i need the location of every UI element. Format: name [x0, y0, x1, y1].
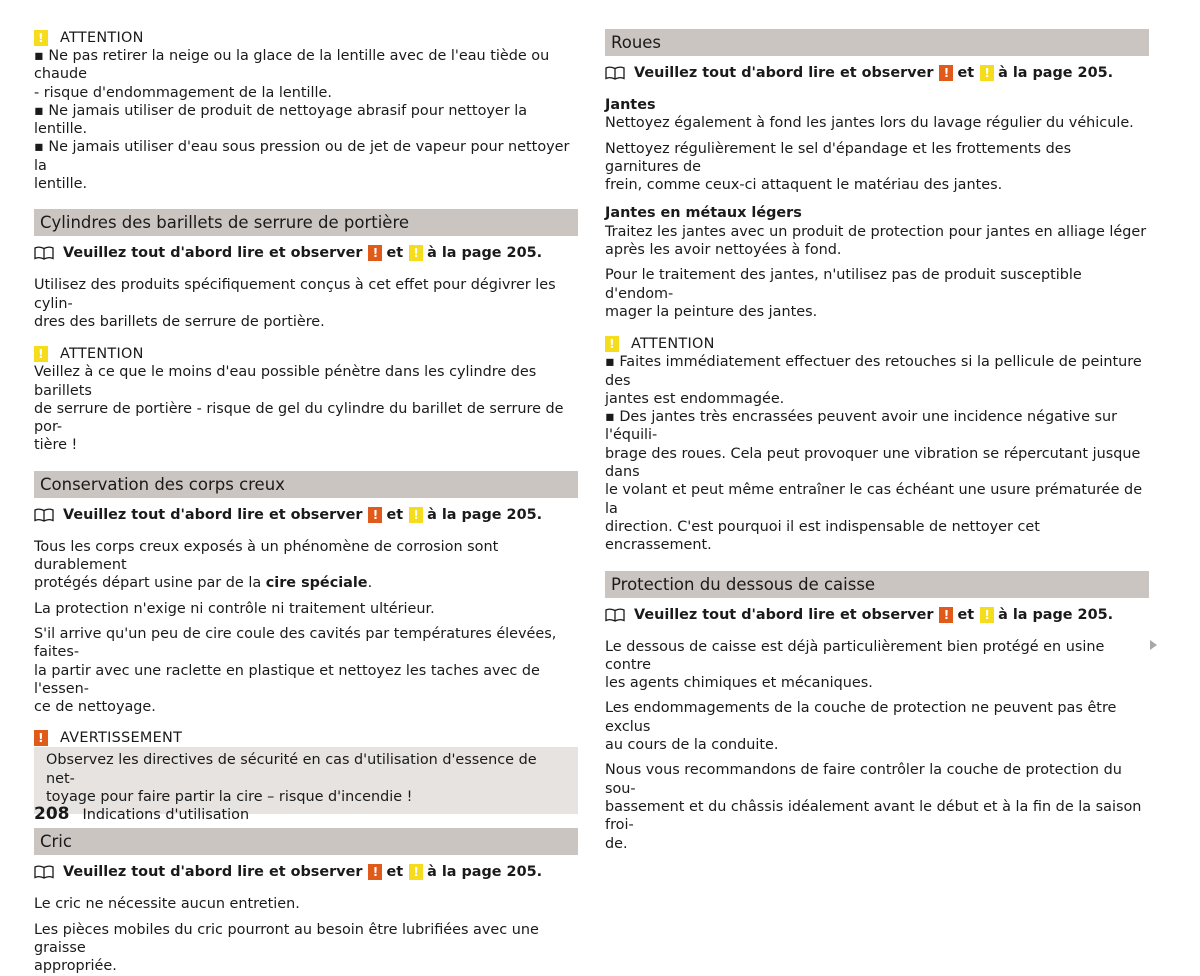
read-reference-and: et: [386, 506, 404, 523]
paragraph: Le cric ne nécessite aucun entretien.: [34, 896, 300, 913]
caution-icon: !: [980, 65, 994, 81]
read-reference: [34, 506, 578, 524]
caution-icon: !: [980, 607, 994, 623]
text-line: ce de nettoyage.: [34, 699, 156, 716]
continue-arrow-icon: [1150, 640, 1157, 650]
text-line: Le dessous de caisse est déjà particulièrement bien protégé en usine contre: [605, 638, 1105, 673]
paragraph: [605, 223, 1149, 260]
right-column: [605, 29, 1149, 853]
read-reference: [34, 244, 578, 262]
attention-line: ▪ Ne jamais utiliser d'eau sous pression ou de jet de vapeur pour nettoyer la: [34, 139, 570, 174]
warning-icon: !: [939, 607, 953, 623]
text-line: Les pièces mobiles du cric pourront au besoin être lubrifiées avec une graisse: [34, 921, 539, 956]
paragraph: [605, 699, 1149, 754]
paragraph: [34, 625, 578, 716]
attention-title: ATTENTION: [631, 336, 715, 353]
text-line: appropriée.: [34, 958, 117, 975]
attention-heading: [34, 29, 578, 47]
attention-line: tière !: [34, 437, 78, 454]
paragraph: Nettoyez également à fond les jantes lors du lavage régulier du véhicule.: [605, 115, 1134, 132]
read-reference-page: à la page 205.: [427, 864, 543, 881]
page-footer: [34, 805, 249, 824]
read-reference: [605, 606, 1149, 624]
text-line: frein, comme ceux-ci attaquent le matériau des jantes.: [605, 177, 1003, 194]
read-reference: [605, 64, 1149, 82]
read-reference-and: et: [386, 245, 404, 262]
caution-icon: !: [409, 507, 423, 523]
subheading: Jantes: [605, 97, 656, 113]
attention-line: jantes est endommagée.: [605, 390, 785, 407]
attention-line: ▪ Faites immédiatement effectuer des retouches si la pellicule de peinture des: [605, 354, 1142, 389]
attention-line: ▪ Des jantes très encrassées peuvent avoir une incidence négative sur l'équili-: [605, 409, 1118, 444]
attention-title: ATTENTION: [60, 30, 144, 46]
read-reference: [34, 863, 578, 881]
attention-line: ▪ Ne jamais utiliser de produit de nettoyage abrasif pour nettoyer la lentille.: [34, 102, 528, 138]
caution-icon: !: [34, 346, 48, 362]
warning-heading: [34, 729, 578, 747]
book-icon: [34, 508, 54, 522]
attention-heading: [605, 335, 1149, 353]
read-reference-and: et: [957, 606, 975, 623]
read-reference-text: Veuillez tout d'abord lire et observer: [634, 65, 934, 81]
book-icon: [605, 66, 625, 80]
section-heading-wheels: Roues: [605, 29, 1149, 56]
attention-title: ATTENTION: [60, 346, 144, 363]
warning-line: Observez les directives de sécurité en cas d'utilisation d'essence de net-: [46, 752, 537, 787]
caution-icon: !: [409, 864, 423, 880]
text-line: les agents chimiques et mécaniques.: [605, 675, 873, 692]
attention-line: de serrure de portière - risque de gel du cylindre du barillet de serrure de por-: [34, 400, 564, 436]
attention-line: le volant et peut même entraîner le cas échéant une usure prématurée de la: [605, 482, 1143, 517]
text-line: Nous vous recommandons de faire contrôler la couche de protection du sou-: [605, 762, 1122, 797]
read-reference-and: et: [957, 65, 975, 81]
warning-icon: !: [34, 730, 48, 746]
paragraph: [34, 538, 578, 593]
warning-icon: !: [368, 507, 382, 523]
text-span: .: [367, 575, 373, 592]
text-line: Utilisez des produits spécifiquement conçus à cet effet pour dégivrer les cylin-: [34, 277, 556, 312]
text-line: de.: [605, 835, 628, 852]
attention-line: ▪ Ne pas retirer la neige ou la glace de la lentille avec de l'eau tiède ou chaude: [34, 48, 550, 83]
left-column: [34, 29, 578, 976]
text-line: après les avoir nettoyées à fond.: [605, 242, 842, 259]
attention-line: lentille.: [34, 176, 88, 193]
book-icon: [34, 865, 54, 879]
caution-icon: !: [409, 245, 423, 261]
attention-box-lens: [34, 29, 578, 193]
read-reference-page: à la page 205.: [427, 245, 543, 262]
text-line: Pour le traitement des jantes, n'utilisez pas de produit susceptible d'endom-: [605, 267, 1082, 302]
text-line: au cours de la conduite.: [605, 737, 779, 754]
read-reference-text: Veuillez tout d'abord lire et observer: [63, 506, 363, 523]
read-reference-page: à la page 205.: [998, 65, 1114, 81]
read-reference-text: Veuillez tout d'abord lire et observer: [63, 245, 363, 262]
attention-line: Veillez à ce que le moins d'eau possible pénètre dans les cylindre des barillets: [34, 364, 537, 399]
book-icon: [34, 246, 54, 260]
attention-heading: [34, 345, 578, 363]
text-line: Tous les corps creux exposés à un phénomène de corrosion sont durablement: [34, 538, 499, 574]
read-reference-text: Veuillez tout d'abord lire et observer: [63, 864, 363, 881]
warning-title: AVERTISSEMENT: [60, 730, 183, 747]
text-span: protégés départ usine par de la: [34, 575, 266, 592]
paragraph: [605, 140, 1149, 195]
paragraph: [605, 638, 1149, 693]
read-reference-and: et: [386, 864, 404, 881]
caution-icon: !: [34, 30, 48, 46]
attention-box-lock: [34, 345, 578, 454]
text-line: [34, 574, 578, 592]
warning-icon: !: [368, 245, 382, 261]
paragraph: [605, 266, 1149, 321]
page-number: 208: [34, 804, 70, 824]
warning-box-fire: [34, 729, 578, 814]
section-heading-underbody: Protection du dessous de caisse: [605, 571, 1149, 598]
caution-icon: !: [605, 336, 619, 352]
attention-line: direction. C'est pourquoi il est indispensable de nettoyer cet encrassement.: [605, 518, 1040, 554]
book-icon: [605, 608, 625, 622]
paragraph: La protection n'exige ni contrôle ni traitement ultérieur.: [34, 600, 435, 617]
footer-chapter-title: Indications d'utilisation: [82, 807, 250, 823]
text-line: la partir avec une raclette en plastique et nettoyez les taches avec de l'essen-: [34, 662, 540, 697]
section-heading-lock-cylinders: Cylindres des barillets de serrure de portière: [34, 209, 578, 236]
text-line: Nettoyez régulièrement le sel d'épandage et les frottements des garnitures de: [605, 140, 1072, 175]
text-line: mager la peinture des jantes.: [605, 303, 818, 320]
read-reference-page: à la page 205.: [998, 606, 1114, 623]
text-line: Traitez les jantes avec un produit de protection pour jantes en alliage léger: [605, 223, 1147, 240]
warning-line: toyage pour faire partir la cire – risque d'incendie !: [46, 789, 413, 806]
text-line: Les endommagements de la couche de protection ne peuvent pas être exclus: [605, 700, 1117, 735]
attention-box-wheels: [605, 335, 1149, 554]
text-line: dres des barillets de serrure de portière.: [34, 313, 325, 330]
warning-icon: !: [939, 65, 953, 81]
text-line: bassement et du châssis idéalement avant le début et à la fin de la saison froi-: [605, 798, 1142, 834]
read-reference-page: à la page 205.: [427, 506, 543, 523]
attention-line: - risque d'endommagement de la lentille.: [34, 84, 332, 101]
paragraph: [605, 761, 1149, 852]
section-heading-jack: Cric: [34, 828, 578, 855]
paragraph: [34, 276, 578, 331]
attention-line: brage des roues. Cela peut provoquer une vibration se répercutant jusque dans: [605, 445, 1141, 481]
warning-icon: !: [368, 864, 382, 880]
paragraph: [34, 921, 578, 976]
section-heading-hollow-cavities: Conservation des corps creux: [34, 471, 578, 498]
read-reference-text: Veuillez tout d'abord lire et observer: [634, 606, 934, 623]
subheading: Jantes en métaux légers: [605, 205, 802, 222]
text-line: S'il arrive qu'un peu de cire coule des cavités par températures élevées, faites-: [34, 625, 557, 661]
bold-term: cire spéciale: [265, 575, 368, 592]
